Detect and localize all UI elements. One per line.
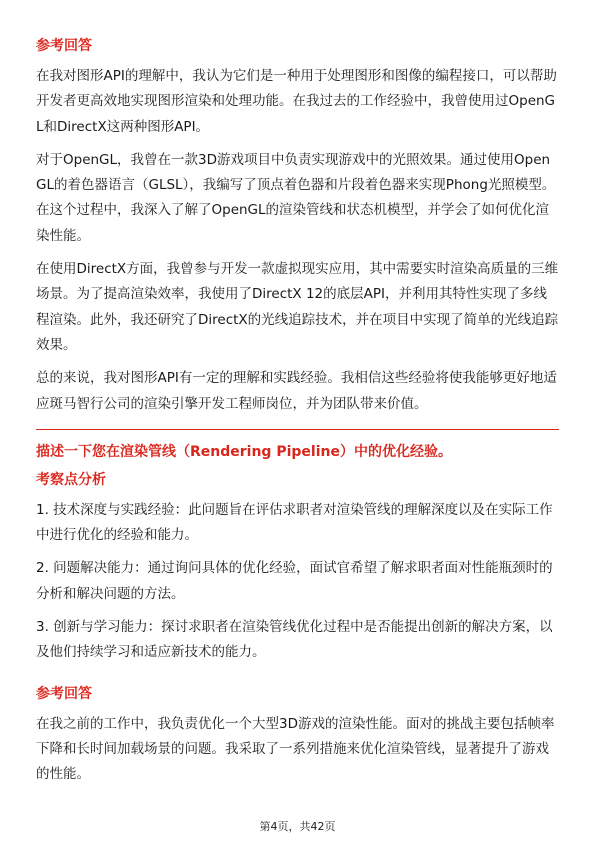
analysis-item: 2. 问题解决能力：通过询问具体的优化经验，面试官希望了解求职者面对性能瓶颈时的分析和解决问题的方法。 xyxy=(36,560,553,602)
page-number: 第4页，共42页 xyxy=(259,820,336,833)
analysis-item: 1. 技术深度与实践经验：此问题旨在评估求职者对渲染管线的理解深度以及在实际工作中进行优化的经验和能力。 xyxy=(36,501,553,544)
answer-heading-1: 参考回答 xyxy=(36,38,92,54)
question-title: 描述一下您在渲染管线（Rendering Pipeline）中的优化经验。 xyxy=(36,443,452,460)
analysis-item: 3. 创新与学习能力：探讨求职者在渲染管线优化过程中是否能提出创新的解决方案，以及他们持续学习和适应新技术的能力。 xyxy=(36,619,553,661)
answer-paragraph: 总的来说，我对图形API有一定的理解和实践经验。我相信这些经验将使我能够更好地适应斑马智行公司的渲染引擎开发工程师岗位，并为团队带来价值。 xyxy=(36,370,557,412)
answer-heading-2: 参考回答 xyxy=(36,685,92,702)
answer-paragraph: 对于OpenGL，我曾在一款3D游戏项目中负责实现游戏中的光照效果。通过使用OpenGL的着色器语言（GLSL），我编写了顶点着色器和片段着色器来实现Phong光照模型。在这个过程中，我深入了解了OpenGL的渲染管线和状态机模型，并学会了如何优化渲染性能。 xyxy=(36,151,556,244)
document-page xyxy=(36,36,559,796)
answer-paragraph: 在我对图形API的理解中，我认为它们是一种用于处理图形和图像的编程接口，可以帮助开发者更高效地实现图形渲染和处理功能。在我过去的工作经验中，我曾使用过OpenGL和DirectX这两种图形API。 xyxy=(36,68,557,135)
answer-paragraph: 在我之前的工作中，我负责优化一个大型3D游戏的渲染性能。面对的挑战主要包括帧率下降和长时间加载场景的问题。我采取了一系列措施来优化渲染管线，显著提升了游戏的性能。 xyxy=(36,715,555,783)
section-divider xyxy=(36,429,559,430)
analysis-heading: 考察点分析 xyxy=(36,471,106,488)
answer-paragraph: 在使用DirectX方面，我曾参与开发一款虚拟现实应用，其中需要实时渲染高质量的三维场景。为了提高渲染效率，我使用了DirectX 12的底层API，并利用其特性实现了多线程渲染。此外，我还研究了DirectX的光线追踪技术，并在项目中实现了简单的光线追踪效果。 xyxy=(36,261,559,353)
